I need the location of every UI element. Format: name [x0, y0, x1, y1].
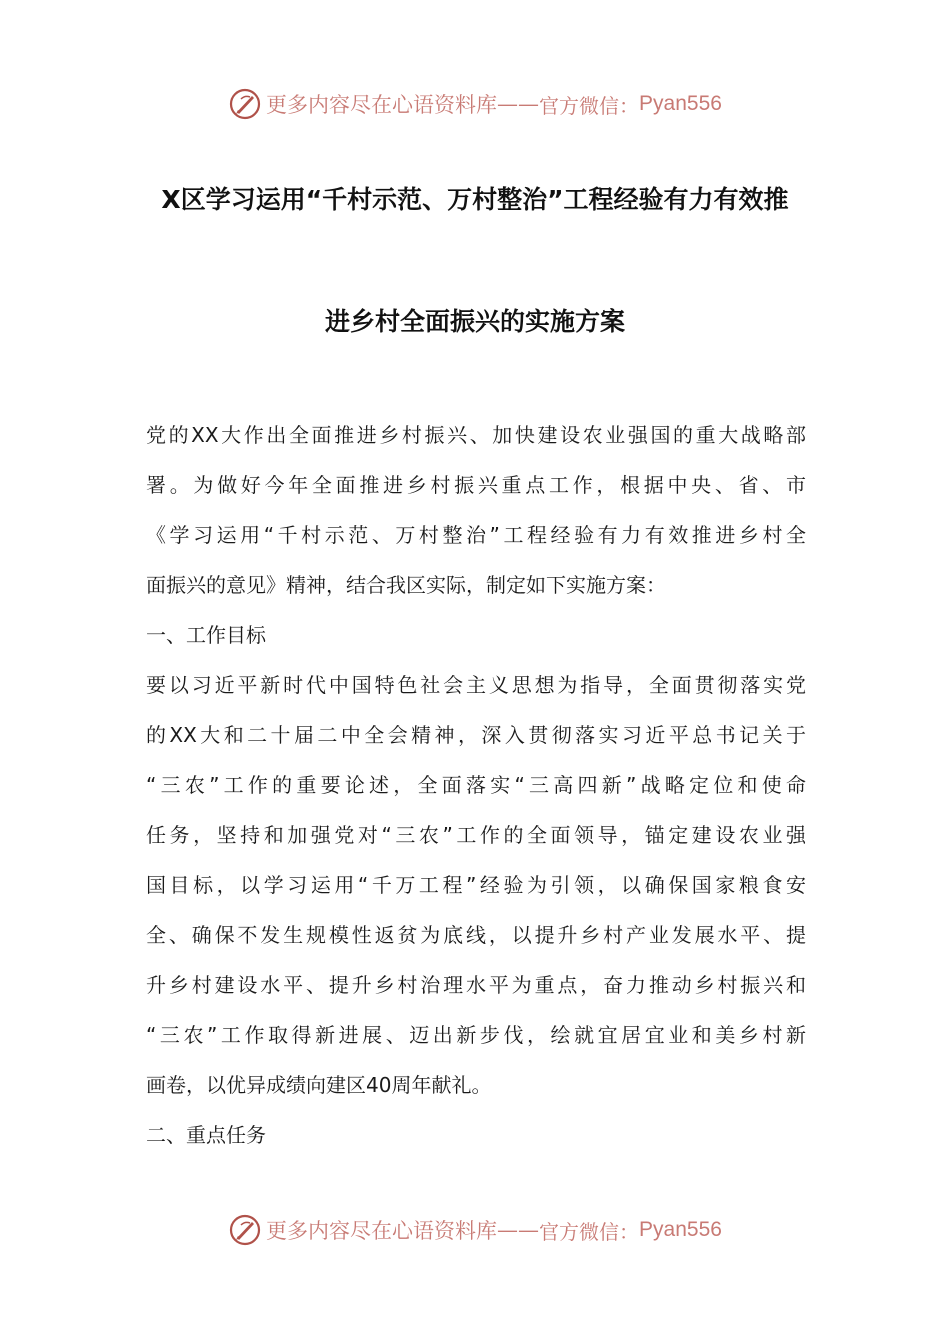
banner-brand-text: 更多内容尽在心语资料库: [266, 93, 498, 117]
banner-official-label: 官方微信：: [539, 1219, 640, 1244]
body-line: 画卷，以优异成绩向建区40周年献礼。: [146, 1073, 492, 1097]
body-line: 任务，坚持和加强党对“三农”工作的全面领导，锚定建设农业强: [146, 823, 806, 847]
banner-separator: ——: [497, 92, 540, 116]
body-line: 全、确保不发生规模性返贫为底线，以提升乡村产业发展水平、提: [146, 923, 806, 947]
section-heading-tasks: 二、重点任务: [146, 1123, 266, 1147]
banner-wechat-id: Pyan556: [639, 92, 722, 115]
body-line: 《学习运用“千村示范、万村整治”工程经验有力有效推进乡村全: [146, 523, 806, 547]
body-line: 要以习近平新时代中国特色社会主义思想为指导，全面贯彻落实党: [146, 673, 806, 697]
body-line: 的XX大和二十届二中全会精神，深入贯彻落实习近平总书记关于: [146, 723, 806, 747]
footer-watermark-banner: [0, 1208, 950, 1252]
body-line: “三农”工作取得新进展、迈出新步伐，绘就宜居宜业和美乡村新: [146, 1023, 806, 1047]
document-title-line-1: X区学习运用“千村示范、万村整治”工程经验有力有效推: [161, 185, 789, 214]
banner-wechat-id: Pyan556: [639, 1218, 722, 1241]
pen-logo-icon: [228, 87, 262, 121]
banner-official-label: 官方微信：: [539, 93, 640, 118]
header-watermark-banner: [0, 82, 950, 126]
document-title-line-2: 进乡村全面振兴的实施方案: [324, 307, 625, 336]
section-heading-goals: 一、工作目标: [146, 623, 266, 647]
body-line: 升乡村建设水平、提升乡村治理水平为重点，奋力推动乡村振兴和: [146, 973, 806, 997]
banner-brand-text: 更多内容尽在心语资料库: [266, 1219, 498, 1243]
body-line: 党的XX大作出全面推进乡村振兴、加快建设农业强国的重大战略部: [146, 423, 806, 447]
body-line: 面振兴的意见》精神，结合我区实际，制定如下实施方案：: [146, 573, 666, 597]
pen-logo-icon: [228, 1213, 262, 1247]
body-line: 署。为做好今年全面推进乡村振兴重点工作，根据中央、省、市: [146, 473, 806, 497]
body-line: “三农”工作的重要论述，全面落实“三高四新”战略定位和使命: [146, 773, 806, 797]
body-line: 国目标，以学习运用“千万工程”经验为引领，以确保国家粮食安: [146, 873, 806, 897]
banner-separator: ——: [497, 1218, 540, 1242]
